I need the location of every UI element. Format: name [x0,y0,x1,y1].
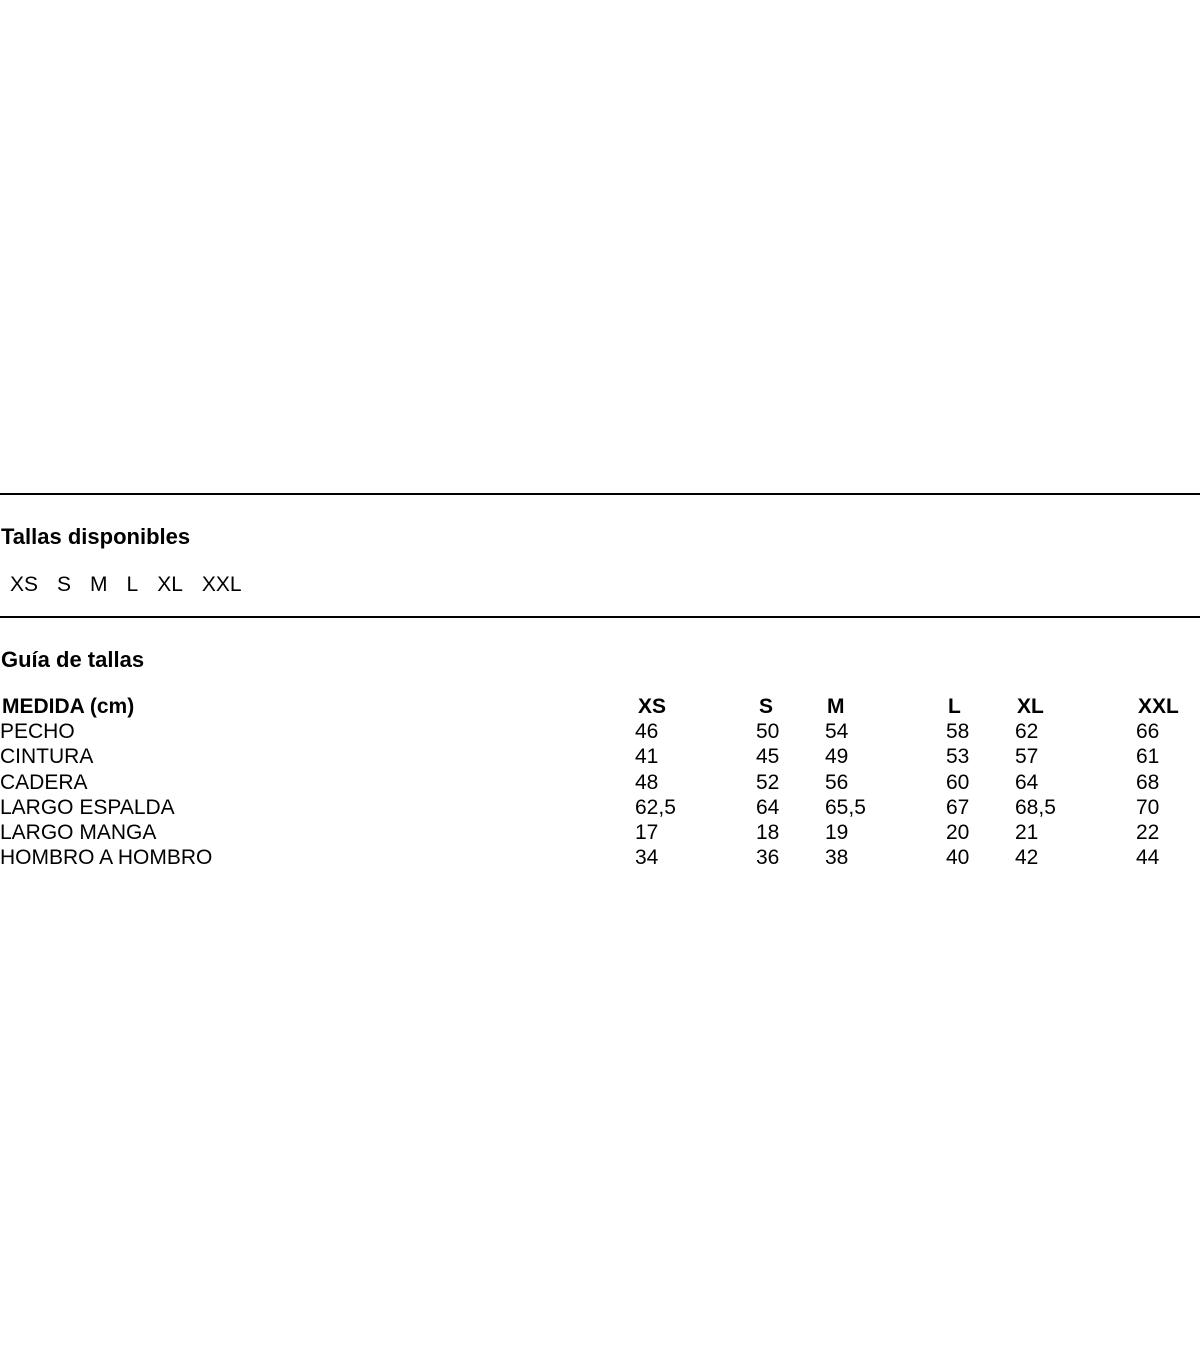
available-size-l: L [126,573,139,596]
cell-m: 19 [825,821,849,845]
header-measure: MEDIDA (cm) [2,695,135,718]
cell-xs: 17 [635,821,659,845]
row-label: CADERA [0,770,88,794]
table-row [0,820,1200,845]
cell-s: 36 [756,846,780,870]
header-xs: XS [638,695,667,718]
table-row [0,719,1200,744]
available-sizes-list [10,572,242,598]
table-row [0,795,1200,820]
cell-m: 54 [825,720,849,744]
cell-xl: 57 [1015,745,1039,769]
table-row [0,770,1200,795]
cell-xl: 64 [1015,770,1039,794]
cell-xl: 62 [1015,720,1039,744]
size-guide-title: Guía de tallas [1,647,145,672]
cell-s: 18 [756,821,780,845]
top-divider [0,493,1200,495]
row-label: HOMBRO A HOMBRO [0,846,213,870]
header-xl: XL [1017,695,1044,718]
cell-xl: 68,5 [1015,795,1056,819]
size-guide-table [0,694,1200,870]
available-size-s: S [57,573,72,596]
header-xxl: XXL [1138,695,1179,718]
table-row [0,845,1200,870]
cell-m: 65,5 [825,795,866,819]
cell-xs: 48 [635,770,659,794]
cell-xs: 34 [635,846,659,870]
cell-xs: 46 [635,720,659,744]
cell-l: 58 [946,720,970,744]
cell-xxl: 44 [1136,846,1160,870]
cell-m: 38 [825,846,849,870]
cell-xxl: 61 [1136,745,1160,769]
available-size-m: M [90,573,108,596]
cell-xxl: 22 [1136,821,1160,845]
row-label: LARGO MANGA [0,821,157,845]
available-sizes-title: Tallas disponibles [1,524,191,549]
cell-l: 60 [946,770,970,794]
cell-xxl: 68 [1136,770,1160,794]
row-label: LARGO ESPALDA [0,795,175,819]
cell-xs: 41 [635,745,659,769]
row-label: PECHO [0,720,75,744]
header-s: S [759,695,774,718]
available-size-xl: XL [157,573,183,596]
table-row [0,744,1200,769]
cell-l: 53 [946,745,970,769]
cell-m: 49 [825,745,849,769]
cell-xxl: 66 [1136,720,1160,744]
available-size-xxl: XXL [201,573,242,596]
cell-s: 52 [756,770,780,794]
cell-l: 67 [946,795,970,819]
table-header-row [0,694,1200,719]
row-label: CINTURA [0,745,94,769]
cell-xs: 62,5 [635,795,676,819]
header-l: L [948,695,961,718]
cell-xxl: 70 [1136,795,1160,819]
middle-divider [0,616,1200,618]
cell-l: 20 [946,821,970,845]
cell-s: 45 [756,745,780,769]
header-m: M [827,695,845,718]
cell-m: 56 [825,770,849,794]
cell-s: 64 [756,795,780,819]
cell-s: 50 [756,720,780,744]
cell-l: 40 [946,846,970,870]
cell-xl: 42 [1015,846,1039,870]
available-size-xs: XS [10,573,39,596]
cell-xl: 21 [1015,821,1039,845]
